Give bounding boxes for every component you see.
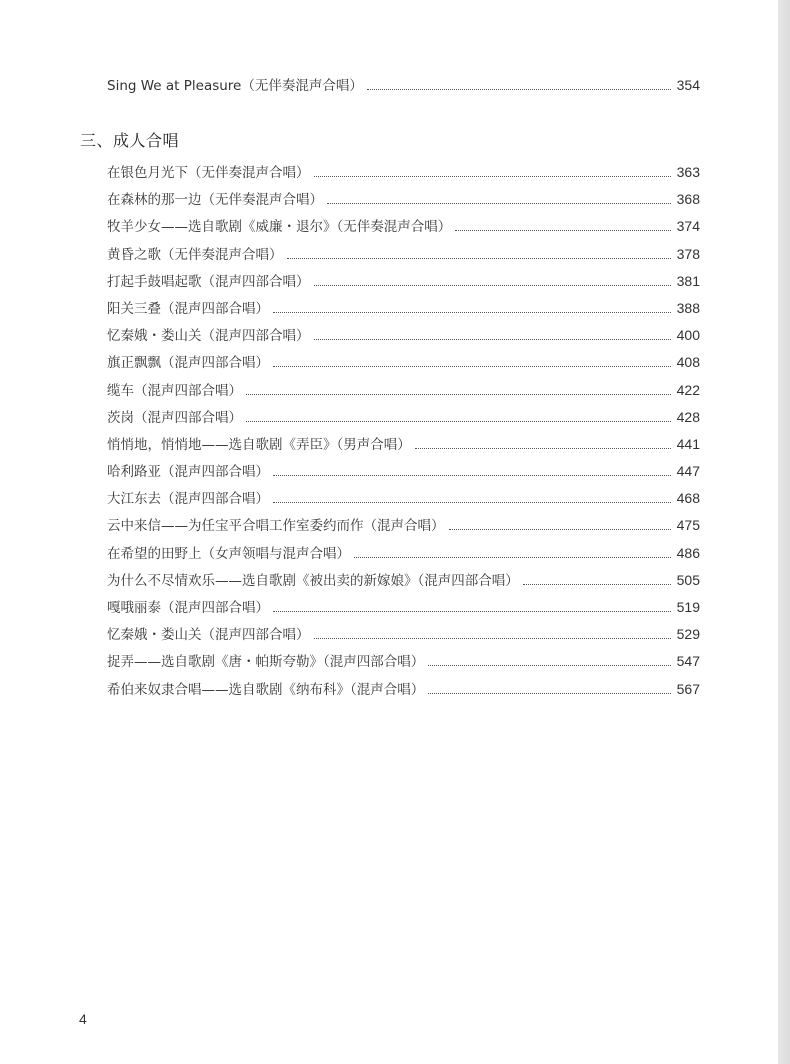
toc-entry-title: 大江东去（混声四部合唱） bbox=[107, 491, 269, 508]
toc-entry[interactable] bbox=[107, 295, 700, 322]
toc-entry[interactable] bbox=[107, 594, 700, 621]
toc-entry-title: 牧羊少女——选自歌剧《威廉・退尔》（无伴奏混声合唱） bbox=[107, 219, 452, 236]
toc-entry[interactable] bbox=[107, 621, 700, 648]
toc-entry-title: 忆秦娥・娄山关（混声四部合唱） bbox=[107, 328, 310, 345]
toc-dot-leader bbox=[246, 421, 671, 422]
toc-entry-page: 428 bbox=[676, 408, 700, 425]
toc-entry[interactable] bbox=[107, 377, 700, 404]
toc-entry-page: 486 bbox=[676, 544, 700, 561]
toc-entry-title: 哈利路亚（混声四部合唱） bbox=[107, 464, 269, 481]
toc-dot-leader bbox=[273, 475, 671, 476]
toc-entry[interactable] bbox=[107, 349, 700, 376]
toc-entry-title: 在希望的田野上（女声领唱与混声合唱） bbox=[107, 545, 350, 562]
toc-dot-leader bbox=[246, 394, 671, 395]
toc-entry-page: 381 bbox=[676, 272, 700, 289]
toc-entry-title: 为什么不尽情欢乐——选自歌剧《被出卖的新嫁娘》（混声四部合唱） bbox=[107, 572, 519, 589]
toc-entry-page: 475 bbox=[676, 517, 700, 534]
toc-entry-title: Sing We at Pleasure（无伴奏混声合唱） bbox=[107, 78, 363, 94]
toc-entry-title: 希伯来奴隶合唱——选自歌剧《纳布科》（混声合唱） bbox=[107, 681, 425, 698]
toc-dot-leader bbox=[428, 665, 670, 666]
toc-entry-page: 529 bbox=[676, 626, 700, 643]
toc-entry[interactable] bbox=[107, 186, 700, 213]
toc-entry[interactable] bbox=[107, 458, 700, 485]
toc-entry-page: 468 bbox=[676, 490, 700, 507]
toc-entry-title: 在银色月光下（无伴奏混声合唱） bbox=[107, 165, 310, 181]
toc-entry[interactable] bbox=[107, 268, 700, 295]
toc-dot-leader bbox=[428, 693, 670, 694]
toc-entry-page: 441 bbox=[676, 435, 700, 452]
toc-entry-page: 363 bbox=[676, 164, 700, 180]
toc-entry-page: 374 bbox=[676, 218, 700, 235]
toc-entry[interactable] bbox=[107, 676, 700, 703]
toc-dot-leader bbox=[455, 230, 670, 231]
toc-entry-page: 400 bbox=[676, 327, 700, 344]
toc-entry[interactable] bbox=[107, 648, 700, 675]
toc-dot-leader bbox=[273, 502, 671, 503]
toc-entry-title: 嘎哦丽泰（混声四部合唱） bbox=[107, 600, 269, 616]
toc-list-carryover bbox=[107, 72, 700, 99]
toc-dot-leader bbox=[314, 638, 671, 639]
toc-entry-page: 354 bbox=[676, 77, 700, 93]
toc-entry-page: 519 bbox=[676, 599, 700, 615]
toc-entry[interactable] bbox=[107, 241, 700, 268]
toc-entry-title: 缆车（混声四部合唱） bbox=[107, 382, 242, 399]
toc-entry-title: 忆秦娥・娄山关（混声四部合唱） bbox=[107, 627, 310, 644]
page-number: 4 bbox=[79, 1011, 87, 1027]
toc-entry[interactable] bbox=[107, 567, 700, 594]
toc-entry-page: 547 bbox=[676, 653, 700, 670]
toc-dot-leader bbox=[273, 611, 671, 612]
toc-entry[interactable] bbox=[107, 159, 700, 186]
toc-entry[interactable] bbox=[107, 485, 700, 512]
section-heading: 三、成人合唱 bbox=[80, 131, 180, 150]
toc-entry-page: 388 bbox=[676, 299, 700, 316]
toc-dot-leader bbox=[415, 448, 671, 449]
toc-entry-title: 阳关三叠（混声四部合唱） bbox=[107, 300, 269, 317]
toc-dot-leader bbox=[287, 258, 671, 259]
toc-entry[interactable] bbox=[107, 431, 700, 458]
toc-dot-leader bbox=[523, 584, 671, 585]
toc-entry[interactable] bbox=[107, 213, 700, 240]
toc-dot-leader bbox=[273, 312, 671, 313]
toc-entry[interactable] bbox=[107, 322, 700, 349]
toc-dot-leader bbox=[354, 557, 671, 558]
toc-entry-page: 408 bbox=[676, 354, 700, 371]
toc-dot-leader bbox=[314, 285, 671, 286]
page-edge-shadow bbox=[778, 0, 790, 1064]
toc-entry[interactable] bbox=[107, 540, 700, 567]
toc-dot-leader bbox=[327, 203, 671, 204]
toc-entry-page: 447 bbox=[676, 463, 700, 480]
toc-entry-page: 505 bbox=[676, 571, 700, 588]
toc-entry[interactable] bbox=[107, 404, 700, 431]
toc-entry[interactable] bbox=[107, 72, 700, 99]
toc-entry-page: 378 bbox=[676, 245, 700, 262]
toc-entry-title: 在森林的那一边（无伴奏混声合唱） bbox=[107, 192, 323, 209]
toc-entry-title: 打起手鼓唱起歌（混声四部合唱） bbox=[107, 273, 310, 290]
toc-dot-leader bbox=[314, 339, 671, 340]
toc-entry-title: 茨岗（混声四部合唱） bbox=[107, 409, 242, 426]
toc-entry-title: 黄昏之歌（无伴奏混声合唱） bbox=[107, 246, 283, 263]
toc-dot-leader bbox=[273, 366, 671, 367]
toc-list-section bbox=[107, 159, 700, 703]
toc-entry-title: 旗正飘飘（混声四部合唱） bbox=[107, 355, 269, 372]
toc-entry-page: 567 bbox=[676, 680, 700, 697]
toc-entry-page: 368 bbox=[676, 191, 700, 208]
toc-dot-leader bbox=[449, 529, 671, 530]
toc-entry[interactable] bbox=[107, 512, 700, 539]
toc-entry-title: 捉弄——选自歌剧《唐・帕斯夸勒》（混声四部合唱） bbox=[107, 654, 425, 671]
toc-entry-title: 云中来信——为任宝平合唱工作室委约而作（混声合唱） bbox=[107, 518, 445, 535]
toc-dot-leader bbox=[314, 176, 671, 177]
toc-entry-title: 悄悄地，悄悄地——选自歌剧《弄臣》（男声合唱） bbox=[107, 436, 411, 453]
toc-entry-page: 422 bbox=[676, 381, 700, 398]
toc-dot-leader bbox=[367, 89, 671, 90]
